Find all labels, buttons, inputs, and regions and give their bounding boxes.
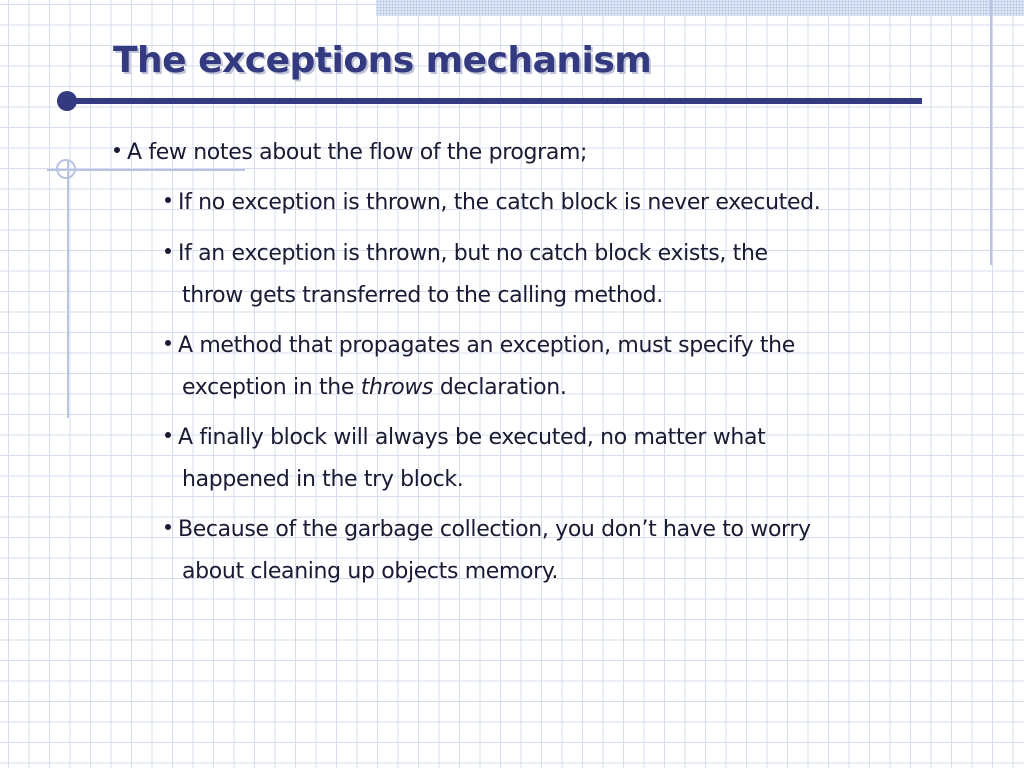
bullet-dot — [165, 197, 171, 203]
bullet-propagates — [165, 325, 795, 409]
bullet-line — [165, 233, 768, 275]
bullet-finally-block — [165, 417, 765, 501]
bullet-dot — [165, 340, 171, 346]
bullet-no-catch-block — [165, 233, 768, 317]
bullet-line — [165, 182, 820, 224]
bullet-text-post: declaration. — [433, 375, 567, 400]
bullet-garbage-collection — [165, 509, 811, 593]
bullet-dot — [165, 524, 171, 530]
throws-keyword: throws — [360, 375, 434, 400]
bullet-line — [165, 509, 811, 551]
bullet-line-continued: happened in the try block. — [182, 467, 464, 492]
bullet-intro — [114, 132, 587, 174]
bullet-dot — [165, 432, 171, 438]
bullet-text: If an exception is thrown, but no catch block exists, the — [178, 241, 768, 266]
bullet-dot — [114, 147, 120, 153]
bullet-text: If no exception is thrown, the catch block is never executed. — [178, 190, 821, 215]
bullet-no-exception — [165, 182, 820, 224]
bullet-text-pre: exception in the — [182, 375, 355, 400]
bullet-line-continued: about cleaning up objects memory. — [182, 559, 559, 584]
bullet-text: Because of the garbage collection, you don’t have to worry — [178, 517, 811, 542]
bullet-text: A finally block will always be executed, no matter what — [178, 425, 766, 450]
bullet-line — [165, 417, 765, 459]
bullet-line-continued — [165, 367, 795, 409]
slide-title: The exceptions mechanism — [113, 40, 652, 81]
bullet-line — [165, 325, 795, 367]
bullet-line-continued: throw gets transferred to the calling method. — [182, 283, 663, 308]
bullet-intro-text: A few notes about the flow of the program; — [127, 140, 588, 165]
bullet-text: A method that propagates an exception, must specify the — [178, 333, 795, 358]
bullet-dot — [165, 248, 171, 254]
